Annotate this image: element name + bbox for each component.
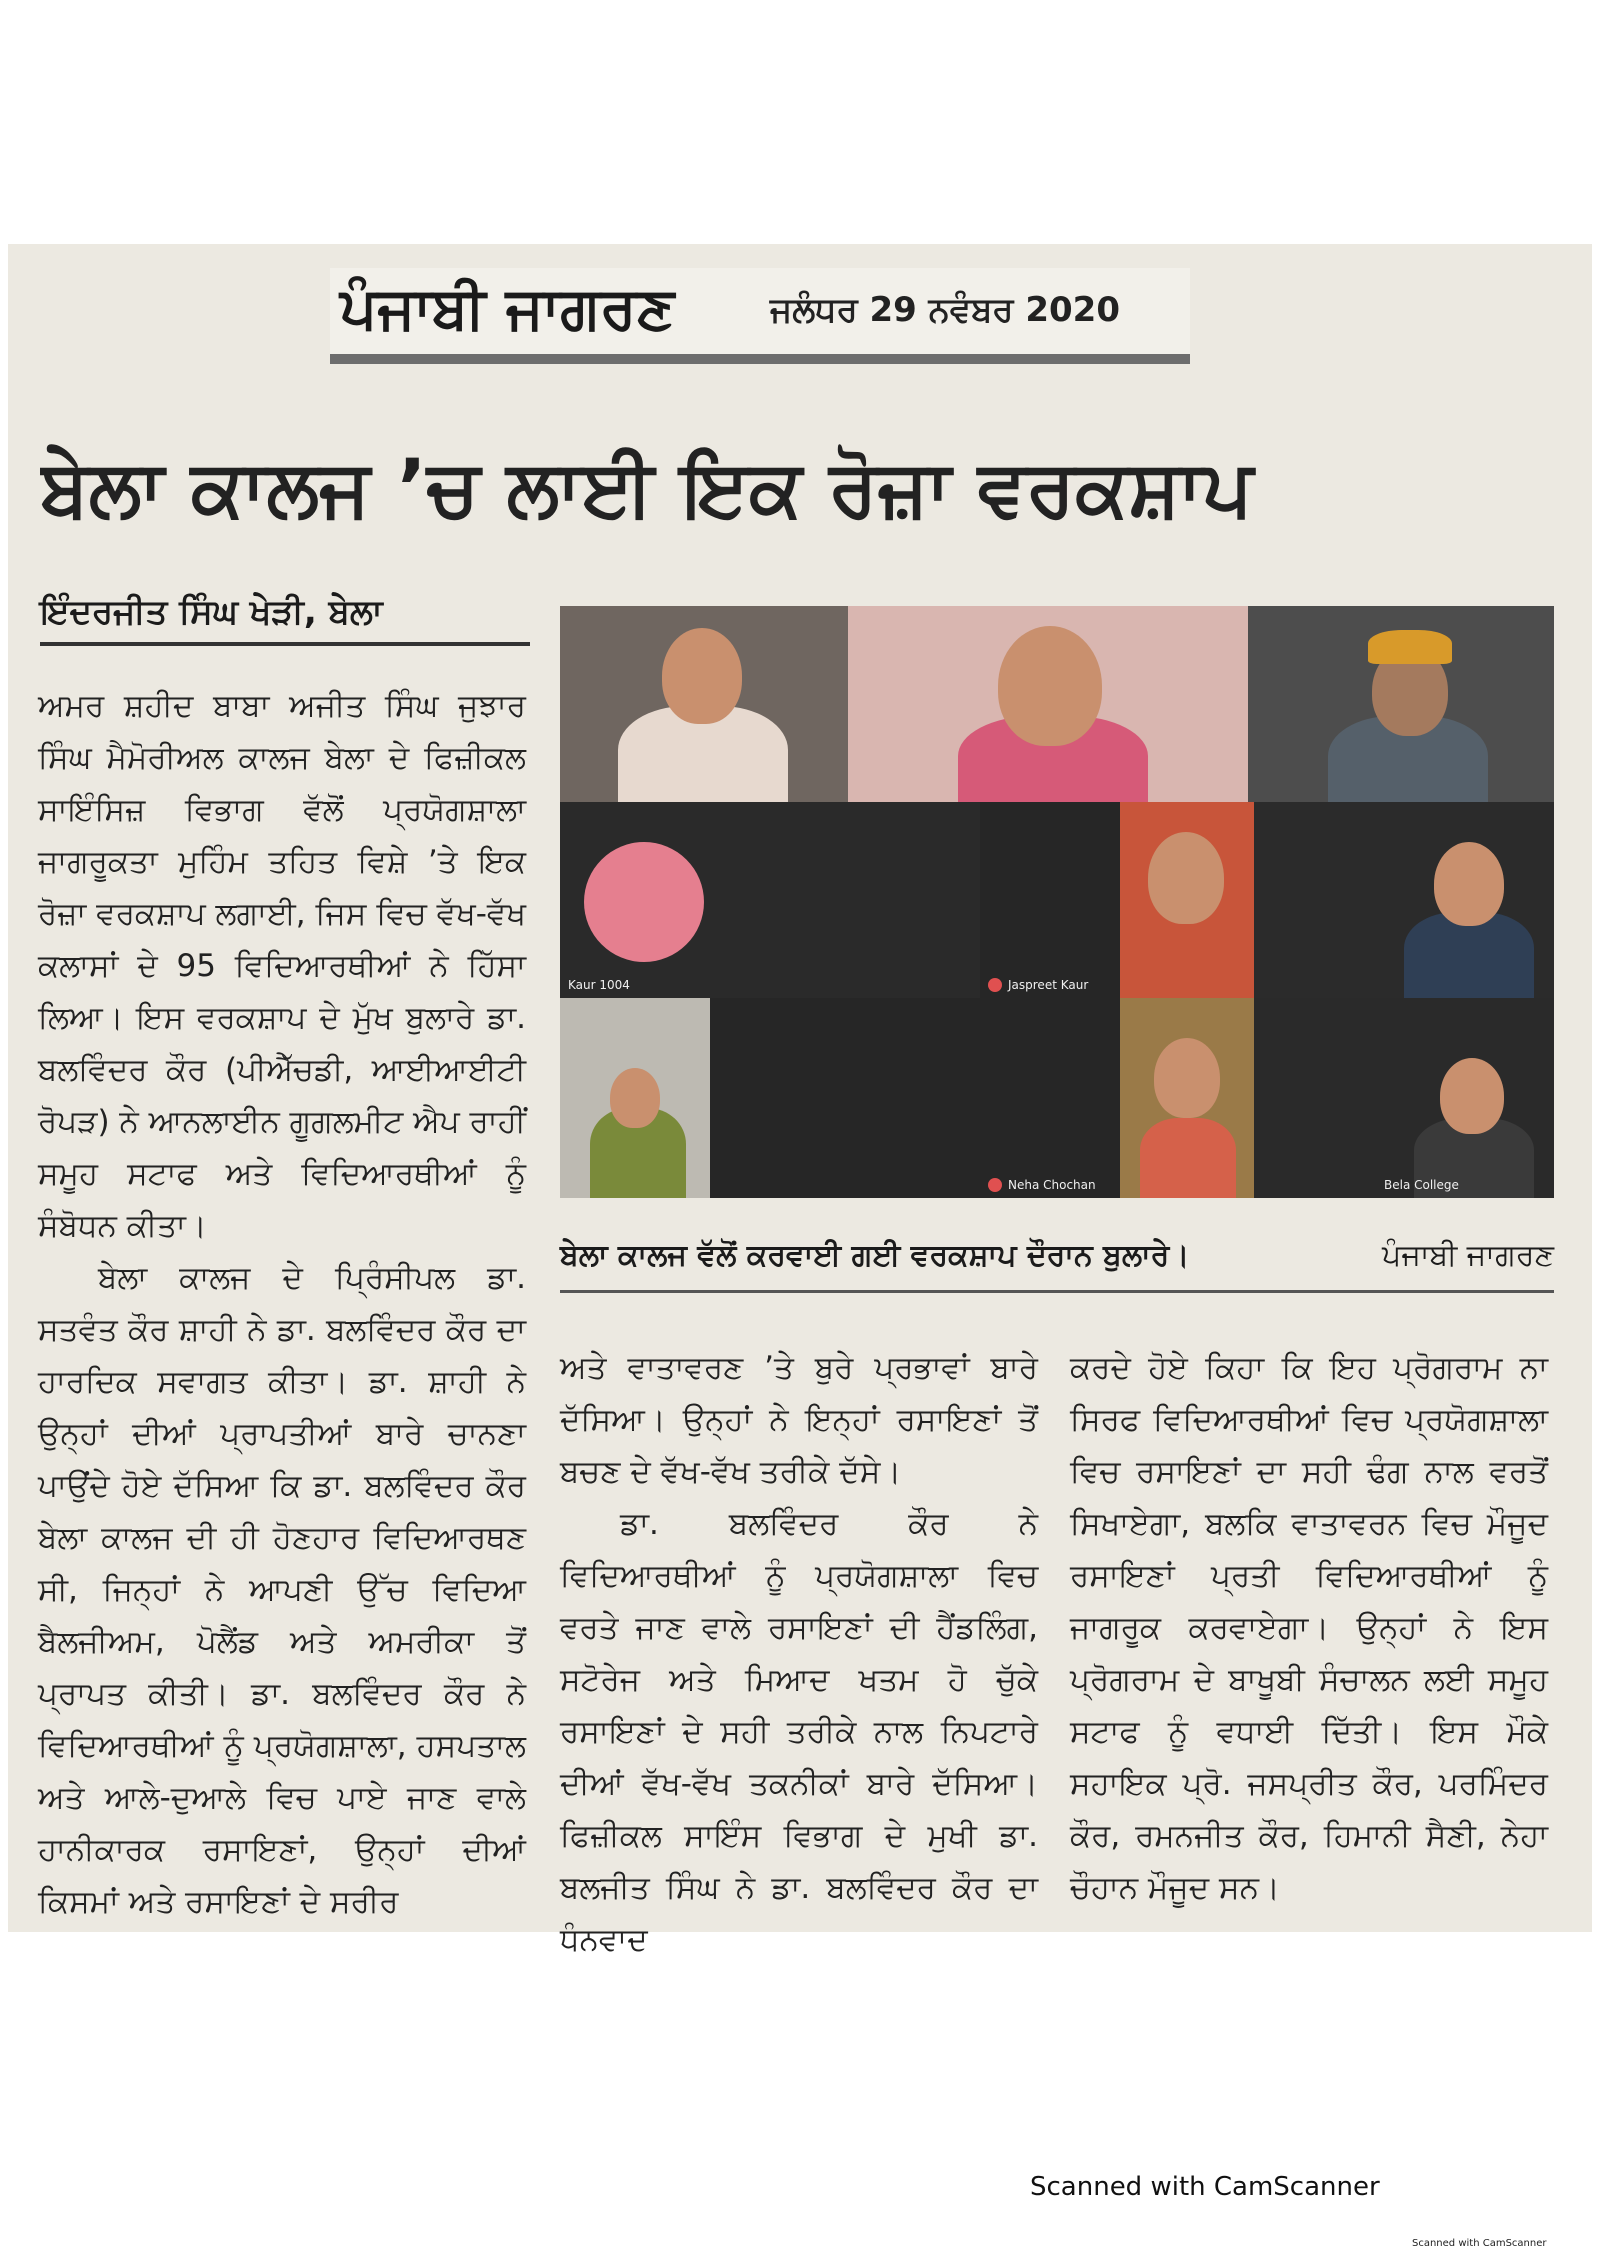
mic-off-icon [988, 978, 1002, 992]
participant-tile [848, 606, 1248, 802]
participant-name: Neha Chochan [1008, 1177, 1096, 1192]
participant-tile [1120, 998, 1254, 1198]
paragraph: ਅਤੇ ਵਾਤਾਵਰਣ ’ਤੇ ਬੁਰੇ ਪ੍ਰਭਾਵਾਂ ਬਾਰੇ ਦੱਸਿਆ। ਉਨ੍ਹਾਂ ਨੇ ਇਨ੍ਹਾਂ ਰਸਾਇਣਾਂ ਤੋਂ ਬਚਣ ਦੇ ਵੱਖ-ਵੱਖ ਤਰੀਕੇ ਦੱਸੇ। [560, 1350, 1038, 1490]
participant-tile [1248, 606, 1554, 802]
mic-off-icon [988, 1178, 1002, 1192]
newspaper-name: ਪੰਜਾਬੀ ਜਾਗਰਣ [340, 274, 675, 342]
participant-name: Kaur 1004 [568, 978, 630, 992]
byline: ਇੰਦਰਜੀਤ ਸਿੰਘ ਖੇੜੀ, ਬੇਲਾ [40, 592, 530, 646]
participant-tile [1254, 998, 1554, 1198]
paragraph: ਬੇਲਾ ਕਾਲਜ ਦੇ ਪ੍ਰਿੰਸੀਪਲ ਡਾ. ਸਤਵੰਤ ਕੌਰ ਸ਼ਾਹੀ ਨੇ ਡਾ. ਬਲਵਿੰਦਰ ਕੌਰ ਦਾ ਹਾਰਦਿਕ ਸਵਾਗਤ ਕੀਤਾ। ਡਾ. ਸ਼ਾਹੀ ਨੇ ਉਨ੍ਹਾਂ ਦੀਆਂ ਪ੍ਰਾਪਤੀਆਂ ਬਾਰੇ ਚਾਨਣਾ ਪਾਉਂਦੇ ਹੋਏ ਦੱਸਿਆ ਕਿ ਡਾ. ਬਲਵਿੰਦਰ ਕੌਰ ਬੇਲਾ ਕਾਲਜ ਦੀ ਹੀ ਹੋਣਹਾਰ ਵਿਦਿਆਰਥਣ ਸੀ, ਜਿਨ੍ਹਾਂ ਨੇ ਆਪਣੀ ਉੱਚ ਵਿਦਿਆ ਬੈਲਜੀਅਮ, ਪੋਲੈਂਡ ਅਤੇ ਅਮਰੀਕਾ ਤੋਂ ਪ੍ਰਾਪਤ ਕੀਤੀ। ਡਾ. ਬਲਵਿੰਦਰ ਕੌਰ ਨੇ ਵਿਦਿਆਰਥੀਆਂ ਨੂੰ ਪ੍ਰਯੋਗਸ਼ਾਲਾ, ਹਸਪਤਾਲ ਅਤੇ ਆਲੇ-ਦੁਆਲੇ ਵਿਚ ਪਾਏ ਜਾਣ ਵਾਲੇ ਹਾਨੀਕਾਰਕ ਰਸਾਇਣਾਂ, ਉਨ੍ਹਾਂ ਦੀਆਂ ਕਿਸਮਾਂ ਅਤੇ ਰਸਾਇਣਾਂ ਦੇ ਸਰੀਰ [38, 1260, 526, 1920]
participant-name: Jaspreet Kaur [1008, 977, 1089, 992]
participant-tile [980, 802, 1120, 998]
caption-text: ਬੇਲਾ ਕਾਲਜ ਵੱਲੋਂ ਕਰਵਾਈ ਗਈ ਵਰਕਸ਼ਾਪ ਦੌਰਾਨ ਬੁਲਾਰੇ। [560, 1238, 1190, 1273]
participant-tile [980, 998, 1120, 1198]
article-column-2 [560, 1342, 1038, 1966]
paragraph: ਡਾ. ਬਲਵਿੰਦਰ ਕੌਰ ਨੇ ਵਿਦਿਆਰਥੀਆਂ ਨੂੰ ਪ੍ਰਯੋਗਸ਼ਾਲਾ ਵਿਚ ਵਰਤੇ ਜਾਣ ਵਾਲੇ ਰਸਾਇਣਾਂ ਦੀ ਹੈਂਡਲਿੰਗ, ਸਟੋਰੇਜ ਅਤੇ ਮਿਆਦ ਖਤਮ ਹੋ ਚੁੱਕੇ ਰਸਾਇਣਾਂ ਦੇ ਸਹੀ ਤਰੀਕੇ ਨਾਲ ਨਿਪਟਾਰੇ ਦੀਆਂ ਵੱਖ-ਵੱਖ ਤਕਨੀਕਾਂ ਬਾਰੇ ਦੱਸਿਆ। ਫਿਜ਼ੀਕਲ ਸਾਇੰਸ ਵਿਭਾਗ ਦੇ ਮੁਖੀ ਡਾ. ਬਲਜੀਤ ਸਿੰਘ ਨੇ ਡਾ. ਬਲਵਿੰਦਰ ਕੌਰ ਦਾ ਧੰਨਵਾਦ [560, 1506, 1038, 1958]
edition-date: ਜਲੰਧਰ 29 ਨਵੰਬਰ 2020 [770, 290, 1120, 330]
scanner-watermark: Scanned with CamScanner [1030, 2172, 1380, 2202]
paragraph: ਕਰਦੇ ਹੋਏ ਕਿਹਾ ਕਿ ਇਹ ਪ੍ਰੋਗਰਾਮ ਨਾ ਸਿਰਫ ਵਿਦਿਆਰਥੀਆਂ ਵਿਚ ਪ੍ਰਯੋਗਸ਼ਾਲਾ ਵਿਚ ਰਸਾਇਣਾਂ ਦਾ ਸਹੀ ਢੰਗ ਨਾਲ ਵਰਤੋਂ ਸਿਖਾਏਗਾ, ਬਲਕਿ ਵਾਤਾਵਰਨ ਵਿਚ ਮੌਜੂਦ ਰਸਾਇਣਾਂ ਪ੍ਰਤੀ ਵਿਦਿਆਰਥੀਆਂ ਨੂੰ ਜਾਗਰੂਕ ਕਰਵਾਏਗਾ। ਉਨ੍ਹਾਂ ਨੇ ਇਸ ਪ੍ਰੋਗਰਾਮ ਦੇ ਬਾਖੂਬੀ ਸੰਚਾਲਨ ਲਈ ਸਮੂਹ ਸਟਾਫ ਨੂੰ ਵਧਾਈ ਦਿੱਤੀ। ਇਸ ਮੌਕੇ ਸਹਾਇਕ ਪ੍ਰੋ. ਜਸਪ੍ਰੀਤ ਕੌਰ, ਪਰਮਿੰਦਰ ਕੌਰ, ਰਮਨਜੀਤ ਕੌਰ, ਹਿਮਾਨੀ ਸੈਣੀ, ਨੇਹਾ ਚੌਹਾਨ ਮੌਜੂਦ ਸਨ। [1070, 1350, 1548, 1906]
video-call-photo [560, 606, 1554, 1198]
participant-tile [560, 802, 980, 998]
participant-tile [560, 606, 848, 802]
participant-tile [1254, 802, 1554, 998]
participant-name: Bela College [1384, 1178, 1459, 1192]
paragraph: ਅਮਰ ਸ਼ਹੀਦ ਬਾਬਾ ਅਜੀਤ ਸਿੰਘ ਜੁਝਾਰ ਸਿੰਘ ਮੈਮੋਰੀਅਲ ਕਾਲਜ ਬੇਲਾ ਦੇ ਫਿਜ਼ੀਕਲ ਸਾਇੰਸਿਜ਼ ਵਿਭਾਗ ਵੱਲੋਂ ਪ੍ਰਯੋਗਸ਼ਾਲਾ ਜਾਗਰੂਕਤਾ ਮੁਹਿੰਮ ਤਹਿਤ ਵਿਸ਼ੇ ’ਤੇ ਇਕ ਰੋਜ਼ਾ ਵਰਕਸ਼ਾਪ ਲਗਾਈ, ਜਿਸ ਵਿਚ ਵੱਖ-ਵੱਖ ਕਲਾਸਾਂ ਦੇ 95 ਵਿਦਿਆਰਥੀਆਂ ਨੇ ਹਿੱਸਾ ਲਿਆ। ਇਸ ਵਰਕਸ਼ਾਪ ਦੇ ਮੁੱਖ ਬੁਲਾਰੇ ਡਾ. ਬਲਵਿੰਦਰ ਕੌਰ (ਪੀਐੱਚਡੀ, ਆਈਆਈਟੀ ਰੋਪੜ) ਨੇ ਆਨਲਾਈਨ ਗੂਗਲਮੀਟ ਐਪ ਰਾਹੀਂ ਸਮੂਹ ਸਟਾਫ ਅਤੇ ਵਿਦਿਆਰਥੀਆਂ ਨੂੰ ਸੰਬੋਧਨ ਕੀਤਾ। [38, 688, 526, 1244]
photo-caption [560, 1238, 1554, 1273]
photo-credit: ਪੰਜਾਬੀ ਜਾਗਰਣ [1382, 1238, 1554, 1273]
article-column-1 [38, 680, 526, 1928]
masthead [330, 268, 1190, 364]
article-column-3 [1070, 1342, 1548, 1914]
headline: ਬੇਲਾ ਕਾਲਜ ’ਚ ਲਾਈ ਇਕ ਰੋਜ਼ਾ ਵਰਕਸ਼ਾਪ [40, 444, 1253, 534]
scanner-watermark-small: Scanned with CamScanner [1412, 2238, 1547, 2249]
divider [560, 1290, 1554, 1293]
participant-tile [710, 998, 980, 1198]
participant-tile [560, 998, 710, 1198]
participant-tile [1120, 802, 1254, 998]
